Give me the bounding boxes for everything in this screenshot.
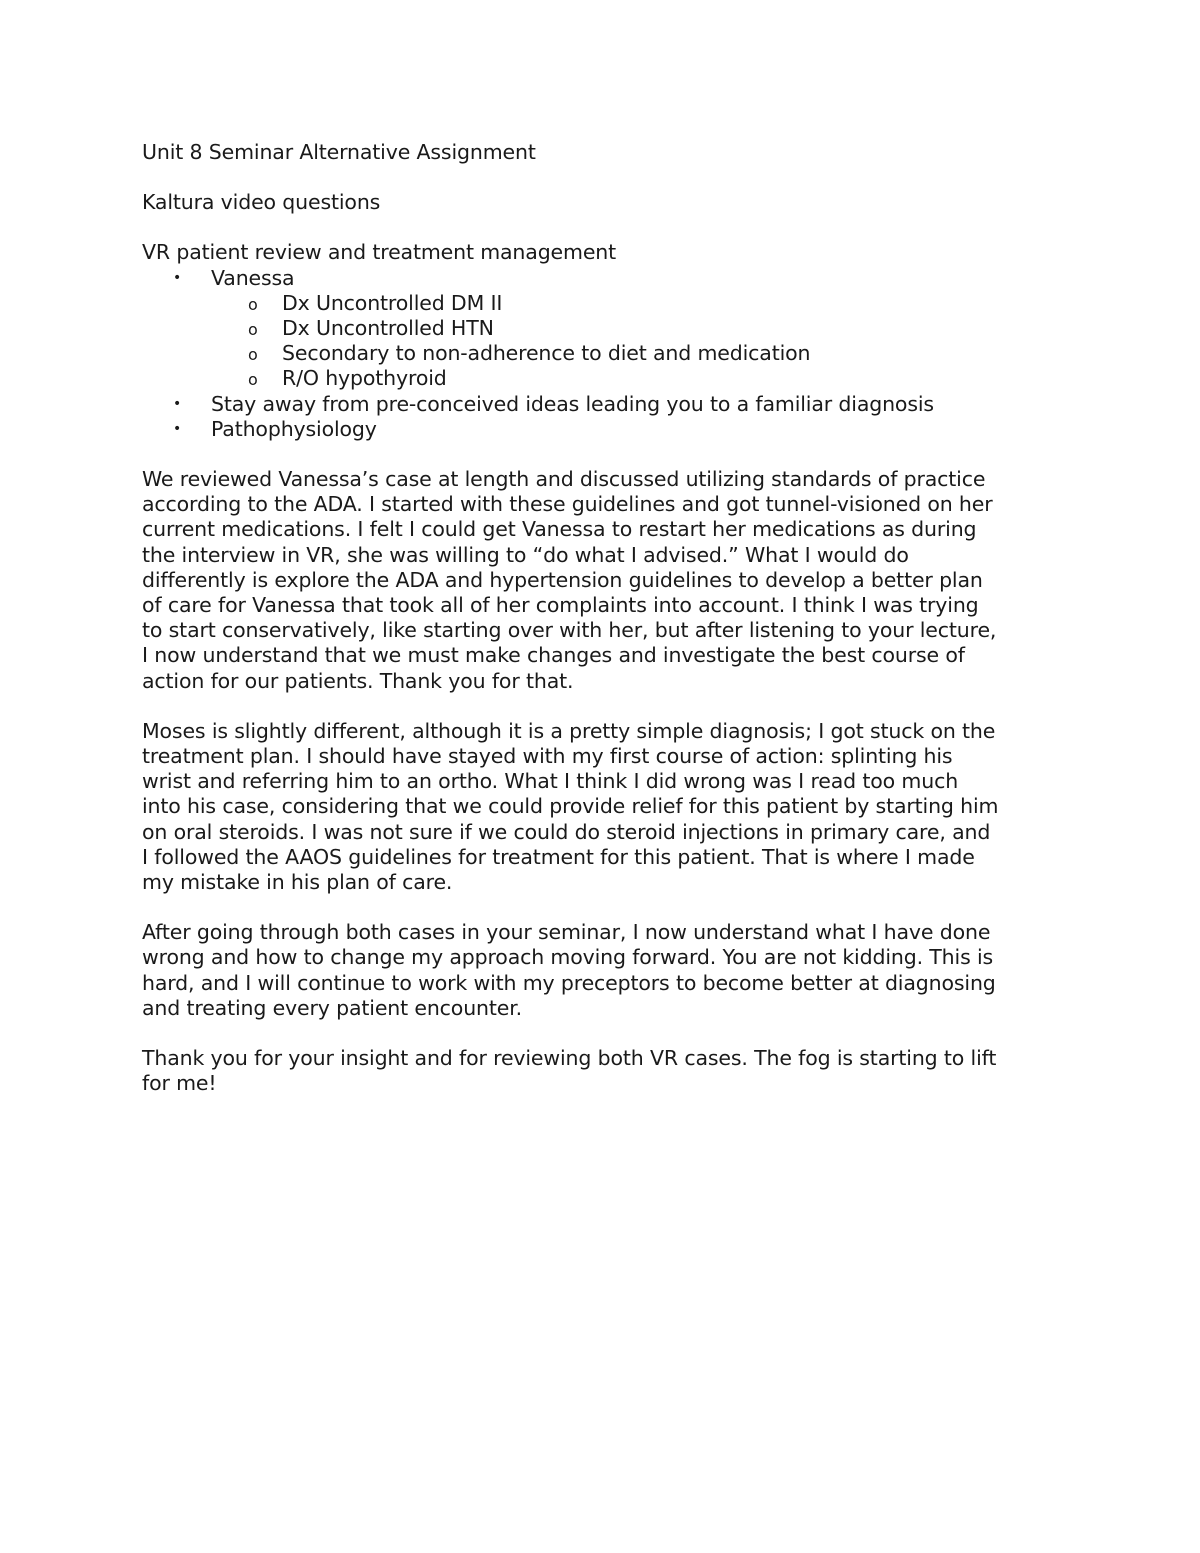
paragraph-vanessa bbox=[142, 467, 1072, 694]
document-title: Unit 8 Seminar Alternative Assignment bbox=[142, 140, 536, 164]
paragraph-line: I now understand that we must make changes and investigate the best course of bbox=[142, 643, 965, 668]
paragraph-line: for me! bbox=[142, 1071, 217, 1096]
paragraph-line: treatment plan. I should have stayed with my first course of action: splinting his bbox=[142, 744, 953, 769]
paragraph-line: differently is explore the ADA and hypertension guidelines to develop a better plan bbox=[142, 567, 983, 592]
sub-list-item bbox=[142, 341, 1072, 366]
paragraph-line: I followed the AAOS guidelines for treatment for this patient. That is where I made bbox=[142, 844, 975, 869]
spacer bbox=[142, 215, 1072, 240]
bullet-label: Stay away from pre-conceived ideas leading you to a familiar diagnosis bbox=[211, 391, 934, 416]
spacer bbox=[142, 1021, 1072, 1046]
bullet-label: Vanessa bbox=[211, 265, 295, 290]
paragraph-line: of care for Vanessa that took all of her complaints into account. I think I was trying bbox=[142, 593, 979, 618]
document-subtitle: Kaltura video questions bbox=[142, 190, 381, 215]
paragraph-line: my mistake in his plan of care. bbox=[142, 870, 453, 895]
sub-bullet-icon: o bbox=[248, 294, 258, 314]
paragraph-line: After going through both cases in your seminar, I now understand what I have done bbox=[142, 920, 991, 945]
sub-bullet-icon: o bbox=[248, 320, 258, 340]
bullet-label: Pathophysiology bbox=[211, 416, 377, 441]
paragraph-line: the interview in VR, she was willing to “do what I advised.” What I would do bbox=[142, 542, 909, 567]
spacer bbox=[142, 694, 1072, 719]
paragraph-line: wrong and how to change my approach moving forward. You are not kidding. This is bbox=[142, 945, 994, 970]
paragraph-line: Thank you for your insight and for reviewing both VR cases. The fog is starting to lift bbox=[142, 1046, 997, 1071]
bullet-icon: • bbox=[173, 269, 182, 286]
spacer bbox=[142, 442, 1072, 467]
paragraph-line: on oral steroids. I was not sure if we could do steroid injections in primary care, and bbox=[142, 819, 991, 844]
paragraph-moses bbox=[142, 719, 1072, 895]
spacer bbox=[142, 165, 1072, 190]
paragraph-line: action for our patients. Thank you for that. bbox=[142, 668, 574, 693]
sub-bullet-label: Dx Uncontrolled HTN bbox=[282, 316, 494, 341]
spacer bbox=[142, 895, 1072, 920]
sub-list-item bbox=[142, 316, 1072, 341]
paragraph-line: according to the ADA. I started with these guidelines and got tunnel-visioned on her bbox=[142, 492, 993, 517]
paragraph-line: and treating every patient encounter. bbox=[142, 995, 522, 1020]
section-heading: VR patient review and treatment management bbox=[142, 240, 617, 265]
list-item bbox=[142, 266, 1072, 392]
sub-bullet-label: R/O hypothyroid bbox=[282, 366, 447, 391]
sub-bullet-icon: o bbox=[248, 345, 258, 365]
sub-bullet-icon: o bbox=[248, 370, 258, 390]
paragraph-line: hard, and I will continue to work with my preceptors to become better at diagnosing bbox=[142, 970, 996, 995]
list-item bbox=[142, 417, 1072, 442]
bullet-icon: • bbox=[173, 395, 182, 412]
document-page bbox=[142, 140, 1072, 1097]
sub-bullet-label: Secondary to non-adherence to diet and medication bbox=[282, 341, 811, 366]
bullet-list bbox=[142, 266, 1072, 442]
bullet-icon: • bbox=[173, 420, 182, 437]
paragraph-line: wrist and referring him to an ortho. What I think I did wrong was I read too much bbox=[142, 769, 959, 794]
sub-list-item bbox=[142, 291, 1072, 316]
sub-list-item bbox=[142, 366, 1072, 391]
list-item bbox=[142, 392, 1072, 417]
paragraph-line: current medications. I felt I could get Vanessa to restart her medications as during bbox=[142, 517, 977, 542]
paragraph-reflection bbox=[142, 920, 1072, 1021]
paragraph-line: to start conservatively, like starting over with her, but after listening to your lecture, bbox=[142, 618, 997, 643]
sub-bullet-label: Dx Uncontrolled DM II bbox=[282, 290, 503, 315]
paragraph-line: Moses is slightly different, although it is a pretty simple diagnosis; I got stuck on the bbox=[142, 718, 996, 743]
paragraph-thanks bbox=[142, 1046, 1072, 1096]
sub-bullet-list bbox=[211, 291, 1072, 392]
paragraph-line: We reviewed Vanessa’s case at length and discussed utilizing standards of practice bbox=[142, 467, 986, 492]
paragraph-line: into his case, considering that we could provide relief for this patient by starting him bbox=[142, 794, 999, 819]
